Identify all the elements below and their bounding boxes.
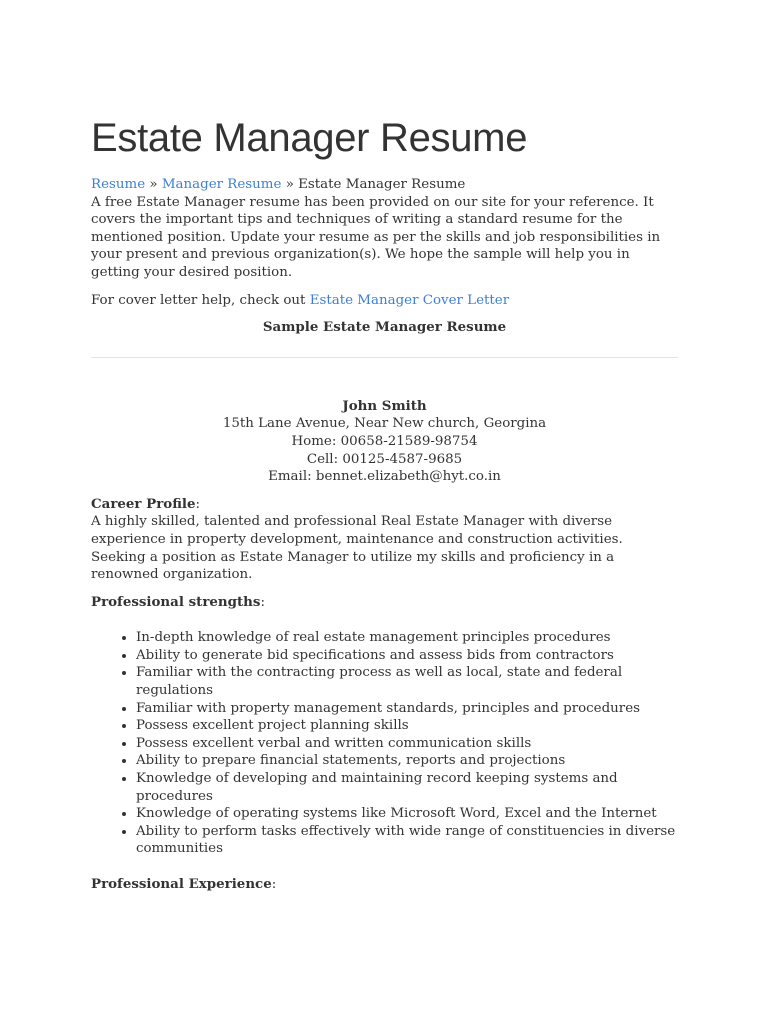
candidate-cell: Cell: 00125-4587-9685 [306,451,463,467]
list-item: • Familiar with the contracting process as well as local, state and federal regulations [136,664,678,699]
list-item: • Ability to generate bid specifications and assess bids from contractors [136,647,678,665]
breadcrumb [91,176,678,194]
strengths-list [91,629,678,858]
list-item: • Ability to perform tasks effectively with wide range of constituencies in diverse communities [136,823,678,858]
list-item: • Possess excellent project planning skills [136,717,678,735]
candidate-email: Email: bennet.elizabeth@hyt.co.in [268,469,501,485]
page-title: Estate Manager Resume [91,116,528,160]
list-item: • Knowledge of operating systems like Microsoft Word, Excel and the Internet [136,805,678,823]
list-item: • Familiar with property management standards, principles and procedures [136,700,678,718]
list-item: • Possess excellent verbal and written communication skills [136,735,678,753]
list-item: • Knowledge of developing and maintaining record keeping systems and procedures [136,770,678,805]
divider [91,357,678,358]
cover-letter-link[interactable]: Estate Manager Cover Letter [309,292,510,308]
list-item: • In-depth knowledge of real estate management principles procedures [136,629,678,647]
candidate-name: John Smith [342,397,427,414]
candidate-home-phone: Home: 00658-21589-98754 [291,433,478,449]
breadcrumb-current: Estate Manager Resume [298,177,466,192]
breadcrumb-link-manager-resume[interactable]: Manager Resume [161,177,282,192]
experience-heading-text: Professional Experience [91,876,272,892]
candidate-address: 15th Lane Avenue, Near New church, Georgina [222,416,547,432]
sample-title: Sample Estate Manager Resume [262,319,507,336]
career-profile-heading: Career Profile: [91,495,201,512]
strengths-heading-text: Professional strengths [91,593,261,610]
article-content [91,112,678,894]
strengths-heading: Professional strengths: [91,593,265,610]
breadcrumb-link-resume[interactable]: Resume [91,177,146,192]
career-profile-text: A highly skilled, talented and professional Real Estate Manager with diverse experience in property development, maintenance and construction activities. Seeking a position as Estate Manager to utilize my skills and proficiency in a renowned organization. [91,514,623,583]
breadcrumb-separator: » [281,177,299,192]
list-item: • Ability to prepare financial statements, reports and projections [136,752,678,770]
cover-letter-line [91,292,678,310]
intro-paragraph: A free Estate Manager resume has been provided on our site for your reference. It covers the important tips and techniques of writing a standard resume for the mentioned position. Update your resume as per the skills and job responsibilities in your present and previous organization(s). We hope the sample will help you in getting your desired position. [91,194,661,280]
contact-block [91,398,678,486]
experience-heading: Professional Experience: [91,876,277,892]
career-profile-heading-text: Career Profile [91,495,196,512]
breadcrumb-separator: » [145,177,162,192]
cover-letter-prefix: For cover letter help, check out [91,292,310,308]
